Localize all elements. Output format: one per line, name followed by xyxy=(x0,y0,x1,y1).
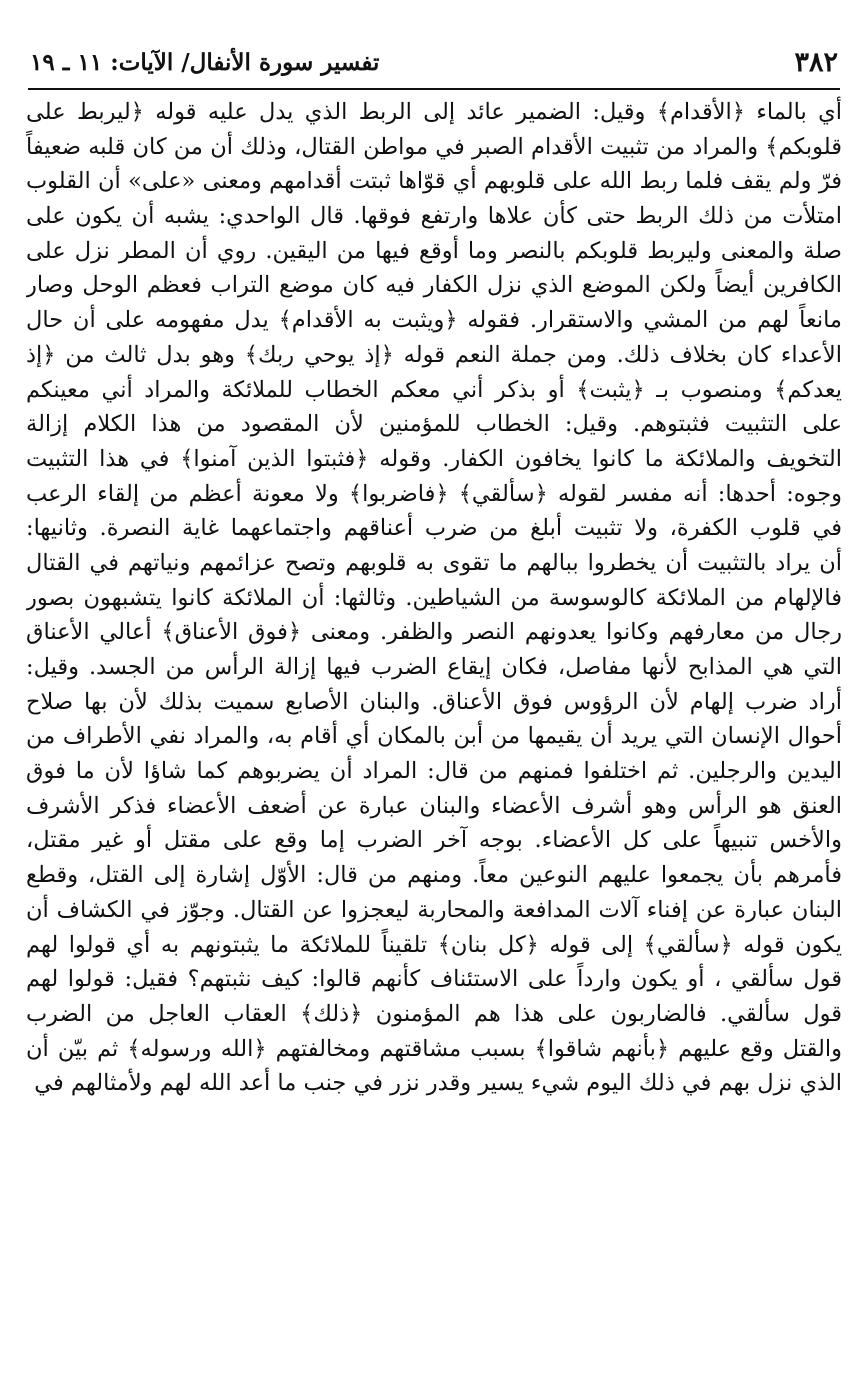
body-text xyxy=(26,95,842,1101)
running-title: تفسير سورة الأنفال/ الآيات: ١١ ـ ١٩ xyxy=(30,48,380,76)
text-line: قول سألقي ، أو يكون وارداً على الاستئناف كأنهم قالوا: كيف نثبتهم؟ فقيل: قولوا لهم xyxy=(26,966,842,993)
text-line: يعدكم﴾ ومنصوب بـ ﴿يثبت﴾ أو بذكر أني معكم الخطاب للملائكة والمراد أني معينكم xyxy=(26,376,842,403)
text-line: والقتل وقع عليهم ﴿بأنهم شاقوا﴾ بسبب مشاقتهم ومخالفتهم ﴿الله ورسوله﴾ ثم بيّن أن xyxy=(26,1035,842,1062)
text-line: مانعاً لهم من المشي والاستقرار. فقوله ﴿ويثبت به الأقدام﴾ يدل مفهومه على أن حال xyxy=(26,307,842,334)
text-line: اليدين والرجلين. ثم اختلفوا فمنهم من قال: المراد أن يضربوهم كما شاؤا لأن ما فوق xyxy=(26,758,842,785)
text-line: الأعداء كان بخلاف ذلك. ومن جملة النعم قوله ﴿إذ يوحي ربك﴾ وهو بدل ثالث من ﴿إذ xyxy=(26,341,842,368)
text-line: امتلأت من ذلك الربط حتى كأن علاها وارتفع فوقها. قال الواحدي: يشبه أن يكون على xyxy=(26,203,842,230)
text-line: الذي نزل بهم في ذلك اليوم شيء يسير وقدر نزر في جنب ما أعد الله لهم ولأمثالهم في xyxy=(34,1070,842,1097)
text-line: التي هي المذابح لأنها مفاصل، فكان إيقاع الضرب فيها إزالة الرأس من الجسد. وقيل: xyxy=(26,654,842,680)
page-number: ٣٨٢ xyxy=(794,46,838,78)
text-line: والأخس تنبيهاً على كل الأعضاء. بوجه آخر الضرب إما وقع على مقتل أو غير مقتل، xyxy=(26,827,842,854)
text-line: رجال من معارفهم وكانوا يعدونهم النصر والظفر. ومعنى ﴿فوق الأعناق﴾ أعالي الأعناق xyxy=(26,619,842,646)
text-line: فأمرهم بأن يجمعوا عليهم النوعين معاً. ومنهم من قال: الأوّل إشارة إلى القتل، وقطع xyxy=(26,862,842,889)
text-line: يكون قوله ﴿سألقي﴾ إلى قوله ﴿كل بنان﴾ تلقيناً للملائكة ما يثبتونهم به أي قولوا لهم xyxy=(26,931,842,958)
page-header xyxy=(30,40,838,84)
text-line: قلوبكم﴾ والمراد من تثبيت الأقدام الصبر في مواطن القتال، وذلك أن من كان قلبه ضعيفاً xyxy=(26,133,842,160)
header-rule xyxy=(28,88,840,90)
text-line: قول سألقي. فالضاربون على هذا هم المؤمنون ﴿ذلك﴾ العقاب العاجل من الضرب xyxy=(26,1000,842,1027)
text-line: أراد ضرب إلهام لأن الرؤوس فوق الأعناق. والبنان الأصابع سميت بذلك لأن بها صلاح xyxy=(26,688,842,715)
text-line: فالإلهام من الملائكة كالوسوسة من الشياطين. وثالثها: أن الملائكة كانوا يتشبهون بصور xyxy=(26,584,842,611)
text-line: فرّ ولم يقف فلما ربط الله على قلوبهم أي قوّاها ثبتت أقدامهم ومعنى «على» أن القلوب xyxy=(26,168,842,195)
text-line: على التثبيت فثبتوهم. وقيل: الخطاب للمؤمنين لأن المقصود من هذا الكلام إزالة xyxy=(26,411,842,438)
text-line: أي بالماء ﴿الأقدام﴾ وقيل: الضمير عائد إلى الربط الذي يدل عليه قوله ﴿ليربط على xyxy=(26,99,842,125)
text-line: الكافرين أيضاً ولكن الموضع الذي نزل الكفار فيه كان موضع التراب فعظم الوحل وصار xyxy=(26,272,842,299)
text-line: في قلوب الكفرة، ولا تثبيت أبلغ من ضرب أعناقهم واجتماعهما غاية النصرة. وثانيها: xyxy=(26,515,842,542)
text-line: وجوه: أحدها: أنه مفسر لقوله ﴿سألقي﴾ ﴿فاضربوا﴾ ولا معونة أعظم من إلقاء الرعب xyxy=(26,480,842,507)
text-line: صلة والمعنى وليربط قلوبكم بالنصر وما أوقع فيها من اليقين. روي أن المطر نزل على xyxy=(26,237,842,264)
text-line: أحوال الإنسان التي يريد أن يقيمها من أبن بالمكان أي أقام به، والمراد نفي الأطراف من xyxy=(26,723,842,750)
text-line: البنان عبارة عن إفناء آلات المدافعة والمحاربة ليعجزوا عن القتال. وجوّز في الكشاف أن xyxy=(26,896,842,923)
text-line: العنق هو الرأس وهو أشرف الأعضاء والبنان عبارة عن أضعف الأعضاء فذكر الأشرف xyxy=(26,792,842,819)
text-line: أن يراد بالتثبيت أن يخطروا ببالهم ما تقوى به قلوبهم وتصح عزائمهم ونياتهم في القتال xyxy=(26,549,842,576)
text-line: التخويف والملائكة ما كانوا يخافون الكفار. وقوله ﴿فثبتوا الذين آمنوا﴾ في هذا التثبيت xyxy=(26,445,842,472)
